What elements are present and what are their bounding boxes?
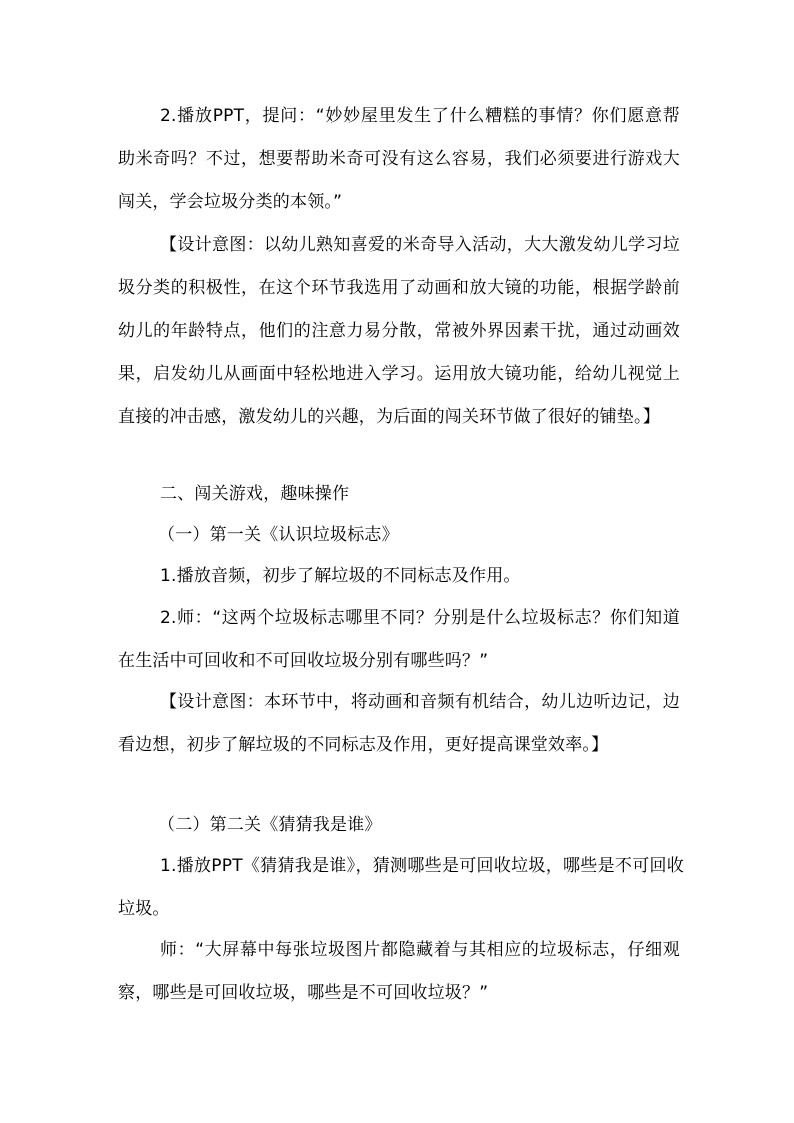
paragraph-teacher-screen-observation: 师：“大屏幕中每张垃圾图片都隐藏着与其相应的垃圾标志，仔细观察，哪些是可回收垃圾，哪些是不可回收垃圾？” [118,940,680,1003]
paragraph-design-intent-2: 【设计意图：本环节中，将动画和音频有机结合，幼儿边听边记，边看边想，初步了解垃圾的不同标志及作用，更好提高课堂效率。】 [118,692,680,755]
paragraph-teacher-question-signs: 2.师：“这两个垃圾标志哪里不同？分别是什么垃圾标志？你们知道在生活中可回收和不可回收垃圾分别有哪些吗？” [118,608,680,671]
paragraph-play-ppt-guess: 1.播放PPT《猜猜我是谁》，猜测哪些是可回收垃圾，哪些是不可回收垃圾。 [118,856,684,919]
section-heading-level-game: 二、闯关游戏，趣味操作 [160,484,350,504]
subsection-heading-first-level: （一）第一关《认识垃圾标志》 [158,525,399,545]
subsection-heading-second-level: （二）第二关《猜猜我是谁》 [158,815,382,835]
paragraph-play-ppt-question: 2.播放PPT，提问：“妙妙屋里发生了什么糟糕的事情？你们愿意帮助米奇吗？不过，想要帮助米奇可没有这么容易，我们必须要进行游戏大闯关，学会垃圾分类的本领。” [118,106,680,212]
paragraph-design-intent-1: 【设计意图：以幼儿熟知喜爱的米奇导入活动，大大激发幼儿学习垃圾分类的积极性，在这个环节我选用了动画和放大镜的功能，根据学龄前幼儿的年龄特点，他们的注意力易分散，常被外界因素干扰，通过动画效果，启发幼儿从画面中轻松地进入学习。运用放大镜功能，给幼儿视觉上直接的冲击感，激发幼儿的兴趣，为后面的闯关环节做了很好的铺垫。】 [118,235,680,427]
paragraph-play-audio: 1.播放音频，初步了解垃圾的不同标志及作用。 [160,566,521,586]
